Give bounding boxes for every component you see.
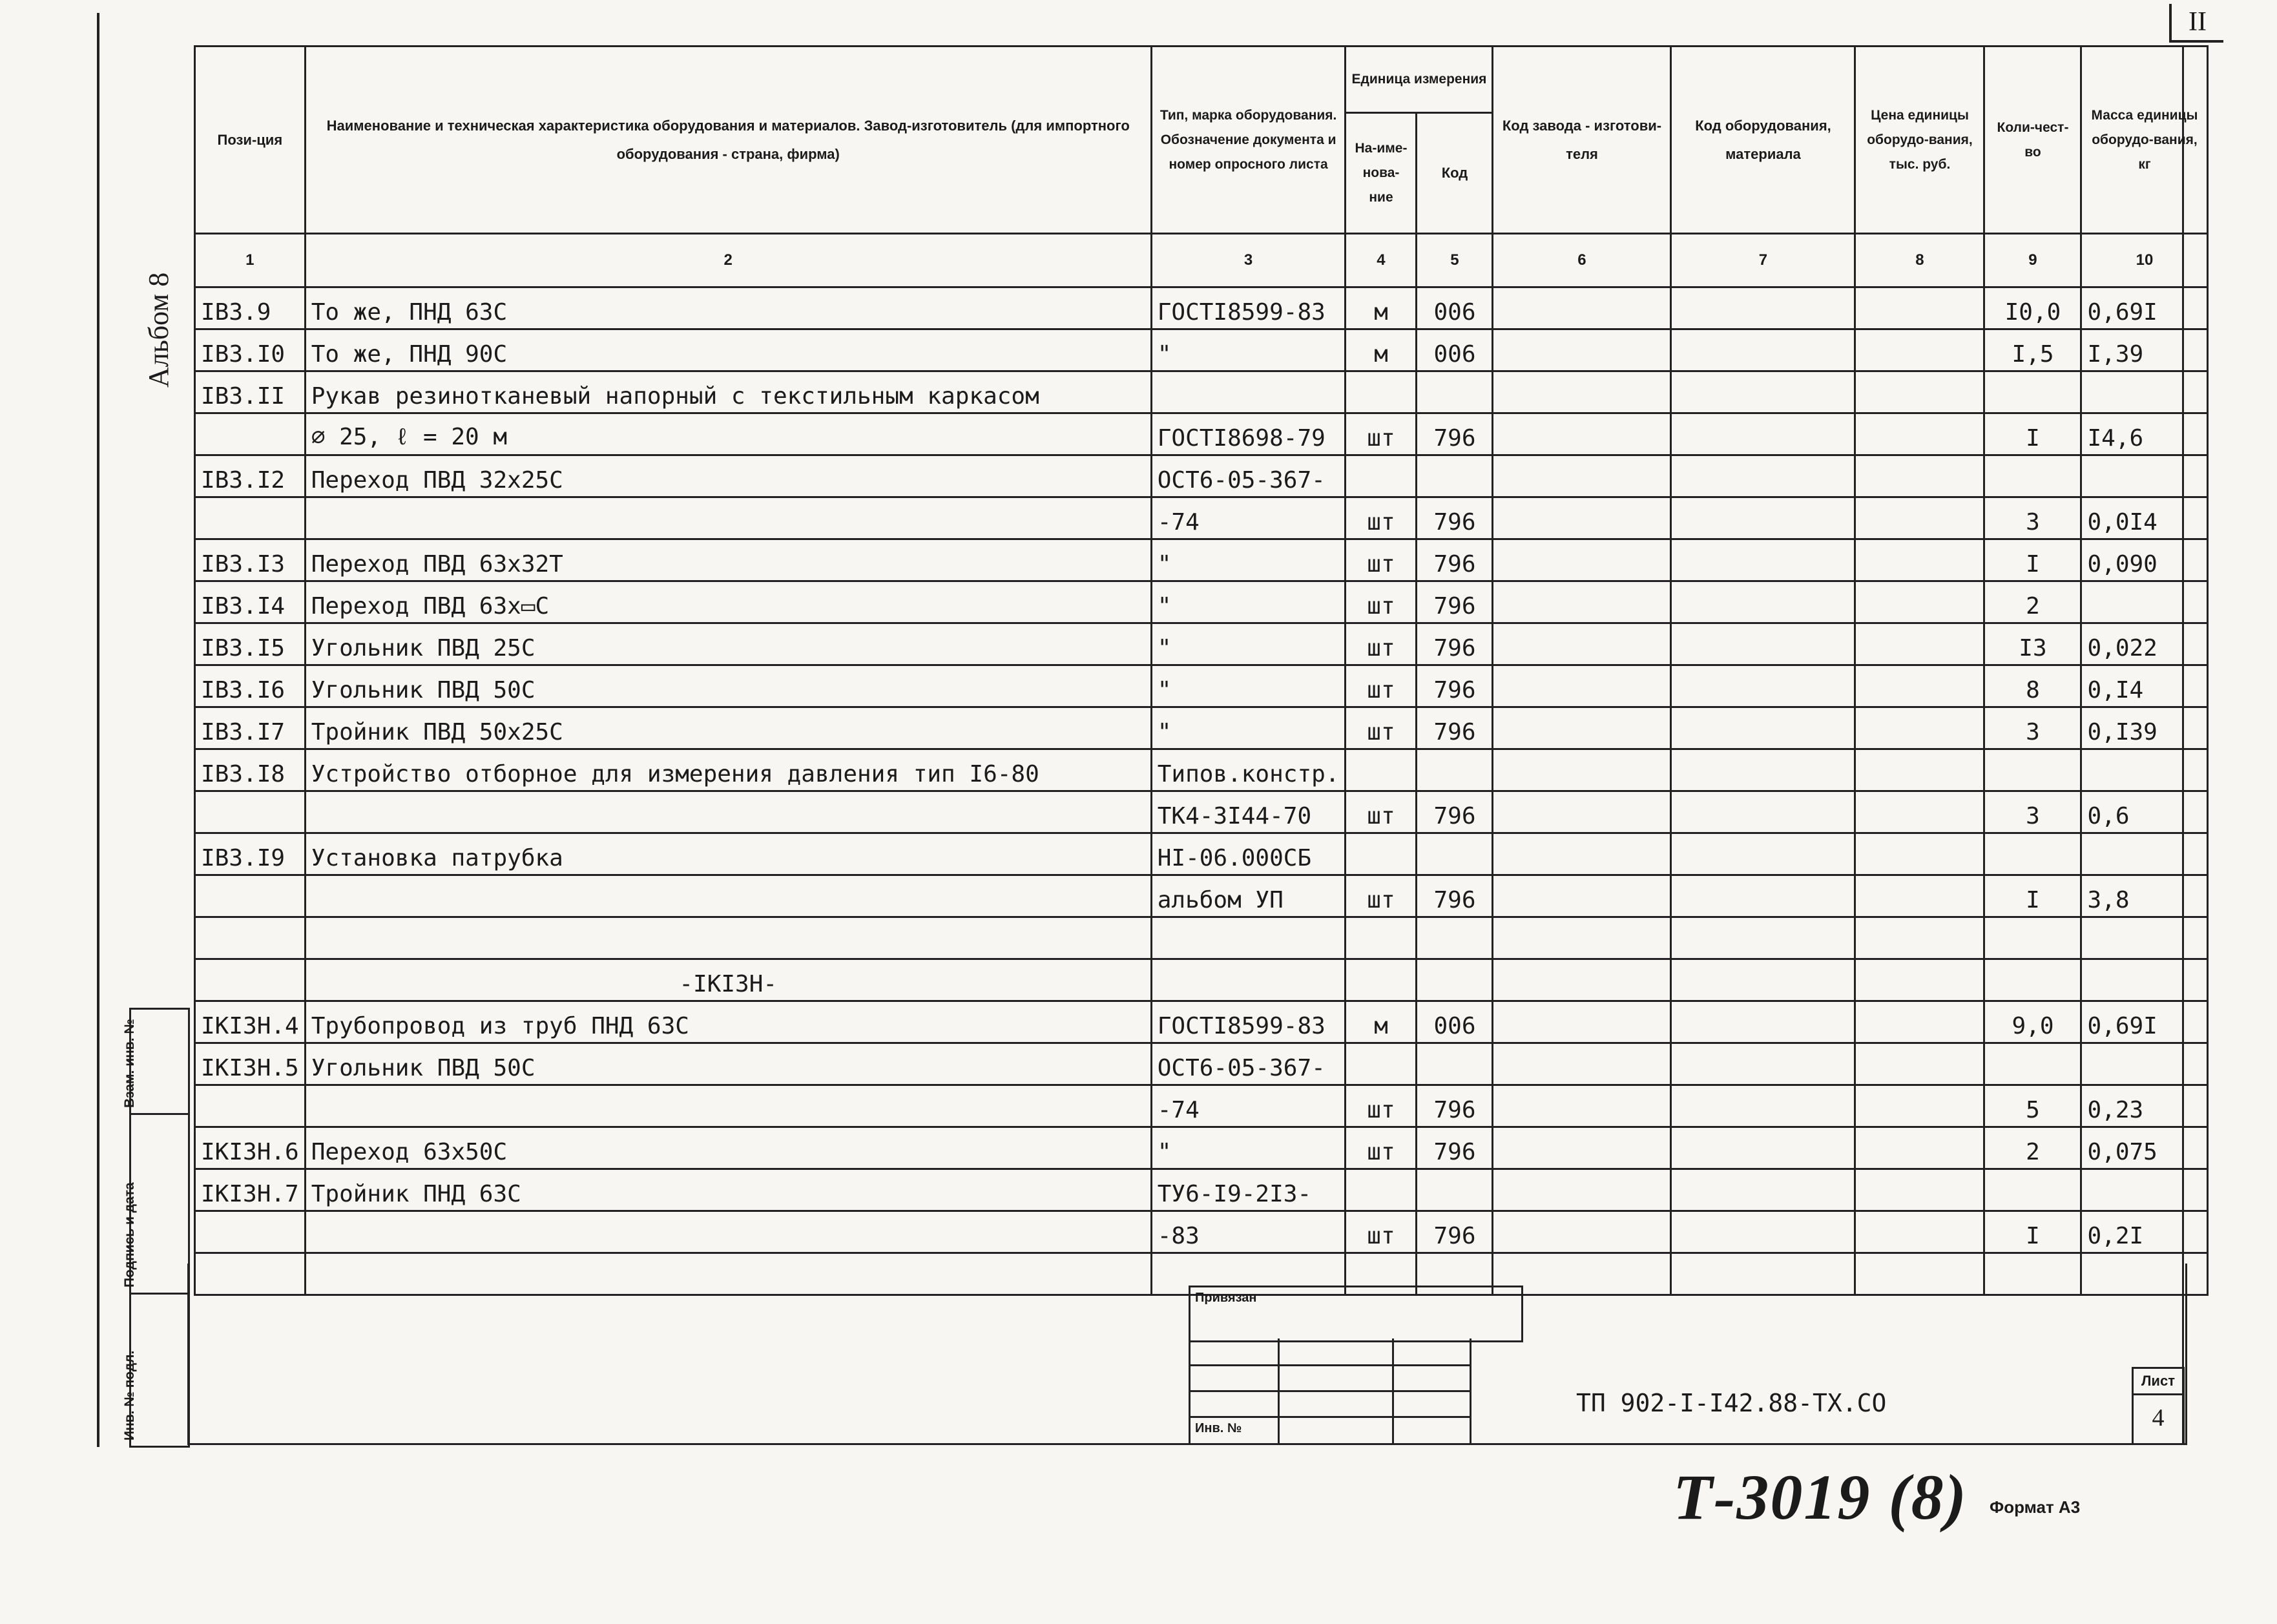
table-row bbox=[195, 1043, 2208, 1085]
table-row bbox=[195, 581, 2208, 623]
row-mass: 0,022 bbox=[2081, 623, 2208, 665]
table-row bbox=[195, 665, 2208, 707]
row-document: альбом УП bbox=[1151, 875, 1346, 917]
album-label: Альбом 8 bbox=[143, 272, 174, 388]
row-document: " bbox=[1151, 707, 1346, 749]
row-price bbox=[1855, 749, 1984, 791]
table-row bbox=[195, 749, 2208, 791]
row-equipment-code bbox=[1671, 1085, 1855, 1127]
row-unit: шт bbox=[1346, 1127, 1417, 1169]
table-row bbox=[195, 287, 2208, 329]
table-row bbox=[195, 1127, 2208, 1169]
row-position bbox=[195, 875, 306, 917]
table-row bbox=[195, 1085, 2208, 1127]
row-equipment-code bbox=[1671, 539, 1855, 581]
row-unit-code: 796 bbox=[1417, 1127, 1493, 1169]
sheet-number: II bbox=[2169, 4, 2223, 43]
row-equipment-code bbox=[1671, 623, 1855, 665]
column-number: 8 bbox=[1855, 234, 1984, 287]
row-quantity bbox=[1984, 749, 2081, 791]
row-unit: шт bbox=[1346, 497, 1417, 539]
table-row bbox=[195, 833, 2208, 875]
row-name bbox=[305, 791, 1151, 833]
row-equipment-code bbox=[1671, 329, 1855, 371]
header-quantity: Коли-чест-во bbox=[1984, 47, 2081, 234]
stamp-inv: Инв. № подл. bbox=[122, 1350, 137, 1441]
row-unit-code bbox=[1417, 455, 1493, 497]
row-document: ТК4-3I44-70 bbox=[1151, 791, 1346, 833]
sheet-value: 4 bbox=[2152, 1404, 2165, 1431]
table-row bbox=[195, 371, 2208, 413]
row-equipment-code bbox=[1671, 665, 1855, 707]
row-position: IKI3H.5 bbox=[195, 1043, 306, 1085]
row-price bbox=[1855, 833, 1984, 875]
row-name: -IKI3H- bbox=[305, 959, 1151, 1001]
row-unit: шт bbox=[1346, 413, 1417, 455]
row-unit: шт bbox=[1346, 875, 1417, 917]
row-mass: 0,090 bbox=[2081, 539, 2208, 581]
row-price bbox=[1855, 371, 1984, 413]
table-row bbox=[195, 917, 2208, 959]
row-factory-code bbox=[1493, 665, 1671, 707]
row-unit-code bbox=[1417, 1043, 1493, 1085]
row-factory-code bbox=[1493, 1211, 1671, 1253]
row-equipment-code bbox=[1671, 287, 1855, 329]
table-row bbox=[195, 455, 2208, 497]
header-position: Пози-ция bbox=[195, 47, 306, 234]
row-position bbox=[195, 959, 306, 1001]
row-unit bbox=[1346, 959, 1417, 1001]
row-document: Типов.констр. bbox=[1151, 749, 1346, 791]
row-unit bbox=[1346, 1043, 1417, 1085]
row-name bbox=[305, 497, 1151, 539]
row-price bbox=[1855, 413, 1984, 455]
row-mass bbox=[2081, 371, 2208, 413]
row-factory-code bbox=[1493, 791, 1671, 833]
row-position: IB3.I9 bbox=[195, 833, 306, 875]
row-name: Угольник ПВД 50С bbox=[305, 1043, 1151, 1085]
row-mass: 0,0I4 bbox=[2081, 497, 2208, 539]
row-mass: 0,I39 bbox=[2081, 707, 2208, 749]
format-label: Формат А3 bbox=[1990, 1497, 2081, 1517]
row-price bbox=[1855, 1211, 1984, 1253]
column-number: 6 bbox=[1493, 234, 1671, 287]
row-position: IB3.9 bbox=[195, 287, 306, 329]
row-equipment-code bbox=[1671, 959, 1855, 1001]
row-name: Тройник ПНД 63С bbox=[305, 1169, 1151, 1211]
row-mass: 0,2I bbox=[2081, 1211, 2208, 1253]
row-unit-code bbox=[1417, 833, 1493, 875]
row-equipment-code bbox=[1671, 413, 1855, 455]
row-mass: 0,6 bbox=[2081, 791, 2208, 833]
specification-table bbox=[194, 45, 2209, 1296]
row-mass: 0,69I bbox=[2081, 1001, 2208, 1043]
row-price bbox=[1855, 287, 1984, 329]
row-unit-code: 796 bbox=[1417, 875, 1493, 917]
row-unit-code: 006 bbox=[1417, 1001, 1493, 1043]
row-price bbox=[1855, 1043, 1984, 1085]
row-position: IB3.I4 bbox=[195, 581, 306, 623]
row-unit bbox=[1346, 1169, 1417, 1211]
table-row bbox=[195, 623, 2208, 665]
row-name: Установка патрубка bbox=[305, 833, 1151, 875]
row-name: Угольник ПВД 25С bbox=[305, 623, 1151, 665]
column-number: 4 bbox=[1346, 234, 1417, 287]
row-price bbox=[1855, 329, 1984, 371]
header-type: Тип, марка оборудования. Обозначение документа и номер опросного листа bbox=[1151, 47, 1346, 234]
row-unit-code: 796 bbox=[1417, 497, 1493, 539]
row-document: ГОСТI8698-79 bbox=[1151, 413, 1346, 455]
row-name: То же, ПНД 90С bbox=[305, 329, 1151, 371]
row-price bbox=[1855, 581, 1984, 623]
row-name: Устройство отборное для измерения давления тип I6-80 bbox=[305, 749, 1151, 791]
row-position bbox=[195, 791, 306, 833]
row-unit-code: 796 bbox=[1417, 413, 1493, 455]
table-row bbox=[195, 1211, 2208, 1253]
row-unit: шт bbox=[1346, 1211, 1417, 1253]
row-unit-code bbox=[1417, 917, 1493, 959]
row-equipment-code bbox=[1671, 875, 1855, 917]
row-unit-code: 796 bbox=[1417, 581, 1493, 623]
header-factory-code: Код завода - изготови-теля bbox=[1493, 47, 1671, 234]
sheet-box bbox=[2132, 1367, 2185, 1445]
row-unit-code bbox=[1417, 749, 1493, 791]
row-mass bbox=[2081, 581, 2208, 623]
row-unit bbox=[1346, 917, 1417, 959]
row-name: Рукав резинотканевый напорный с текстильным каркасом bbox=[305, 371, 1151, 413]
row-quantity bbox=[1984, 1043, 2081, 1085]
row-factory-code bbox=[1493, 1127, 1671, 1169]
row-name: Переход 63х50С bbox=[305, 1127, 1151, 1169]
column-number: 2 bbox=[305, 234, 1151, 287]
table-row bbox=[195, 539, 2208, 581]
row-document: ТУ6-I9-2I3- bbox=[1151, 1169, 1346, 1211]
row-equipment-code bbox=[1671, 791, 1855, 833]
row-document: " bbox=[1151, 581, 1346, 623]
row-document: " bbox=[1151, 665, 1346, 707]
row-name: Переход ПВД 63х▭С bbox=[305, 581, 1151, 623]
row-factory-code bbox=[1493, 959, 1671, 1001]
row-mass bbox=[2081, 455, 2208, 497]
row-price bbox=[1855, 1169, 1984, 1211]
row-unit bbox=[1346, 371, 1417, 413]
row-quantity: I bbox=[1984, 413, 2081, 455]
header-unit-name: На-име-нова-ние bbox=[1346, 113, 1417, 234]
row-price bbox=[1855, 623, 1984, 665]
row-price bbox=[1855, 1001, 1984, 1043]
row-equipment-code bbox=[1671, 455, 1855, 497]
row-unit: шт bbox=[1346, 539, 1417, 581]
row-factory-code bbox=[1493, 413, 1671, 455]
row-name: ∅ 25, ℓ = 20 м bbox=[305, 413, 1151, 455]
column-number: 10 bbox=[2081, 234, 2208, 287]
row-quantity bbox=[1984, 371, 2081, 413]
row-position: IKI3H.4 bbox=[195, 1001, 306, 1043]
table-row bbox=[195, 329, 2208, 371]
row-quantity: 9,0 bbox=[1984, 1001, 2081, 1043]
row-factory-code bbox=[1493, 371, 1671, 413]
row-factory-code bbox=[1493, 875, 1671, 917]
row-position: IB3.II bbox=[195, 371, 306, 413]
row-unit-code: 796 bbox=[1417, 539, 1493, 581]
row-document: НI-06.000СБ bbox=[1151, 833, 1346, 875]
stamp-vzam: Взам. инв. № bbox=[122, 1019, 137, 1108]
row-equipment-code bbox=[1671, 497, 1855, 539]
row-unit: шт bbox=[1346, 791, 1417, 833]
row-mass bbox=[2081, 749, 2208, 791]
row-price bbox=[1855, 791, 1984, 833]
row-price bbox=[1855, 707, 1984, 749]
row-quantity bbox=[1984, 1169, 2081, 1211]
left-binding-line bbox=[97, 13, 99, 1447]
row-unit-code: 006 bbox=[1417, 287, 1493, 329]
row-quantity bbox=[1984, 833, 2081, 875]
table-row bbox=[195, 1001, 2208, 1043]
row-quantity bbox=[1984, 959, 2081, 1001]
row-equipment-code bbox=[1671, 371, 1855, 413]
row-position bbox=[195, 917, 306, 959]
row-name: То же, ПНД 63С bbox=[305, 287, 1151, 329]
row-unit-code: 796 bbox=[1417, 1211, 1493, 1253]
row-document: ГОСТI8599-83 bbox=[1151, 287, 1346, 329]
row-factory-code bbox=[1493, 917, 1671, 959]
privyazan-label: Привязан bbox=[1195, 1291, 1257, 1305]
row-name bbox=[305, 1211, 1151, 1253]
row-price bbox=[1855, 959, 1984, 1001]
row-price bbox=[1855, 1085, 1984, 1127]
row-quantity: 2 bbox=[1984, 581, 2081, 623]
table-row bbox=[195, 1169, 2208, 1211]
row-quantity: I3 bbox=[1984, 623, 2081, 665]
row-position: IB3.I5 bbox=[195, 623, 306, 665]
row-document bbox=[1151, 917, 1346, 959]
row-position bbox=[195, 497, 306, 539]
row-mass: 0,69I bbox=[2081, 287, 2208, 329]
row-unit-code: 006 bbox=[1417, 329, 1493, 371]
row-position: IB3.I7 bbox=[195, 707, 306, 749]
row-mass: 3,8 bbox=[2081, 875, 2208, 917]
row-quantity: I bbox=[1984, 539, 2081, 581]
column-number: 5 bbox=[1417, 234, 1493, 287]
document-code: ТП 902-I-I42.88-ТХ.СО bbox=[1576, 1389, 1887, 1417]
row-factory-code bbox=[1493, 581, 1671, 623]
row-unit-code bbox=[1417, 1169, 1493, 1211]
row-quantity: I0,0 bbox=[1984, 287, 2081, 329]
row-name bbox=[305, 1085, 1151, 1127]
row-unit-code: 796 bbox=[1417, 623, 1493, 665]
row-factory-code bbox=[1493, 623, 1671, 665]
row-unit bbox=[1346, 833, 1417, 875]
row-unit: шт bbox=[1346, 1085, 1417, 1127]
row-equipment-code bbox=[1671, 1043, 1855, 1085]
row-position: IB3.I6 bbox=[195, 665, 306, 707]
stamp-podpis: Подпись и дата bbox=[122, 1182, 137, 1287]
row-equipment-code bbox=[1671, 707, 1855, 749]
row-unit-code: 796 bbox=[1417, 707, 1493, 749]
row-price bbox=[1855, 497, 1984, 539]
row-quantity: I bbox=[1984, 875, 2081, 917]
row-position bbox=[195, 413, 306, 455]
row-price bbox=[1855, 455, 1984, 497]
row-unit-code: 796 bbox=[1417, 791, 1493, 833]
row-document bbox=[1151, 959, 1346, 1001]
row-document: " bbox=[1151, 539, 1346, 581]
row-position bbox=[195, 1211, 306, 1253]
row-factory-code bbox=[1493, 1043, 1671, 1085]
row-document: -74 bbox=[1151, 497, 1346, 539]
row-mass bbox=[2081, 959, 2208, 1001]
header-equipment-code: Код оборудования, материала bbox=[1671, 47, 1855, 234]
row-factory-code bbox=[1493, 1085, 1671, 1127]
row-mass bbox=[2081, 1169, 2208, 1211]
table-row bbox=[195, 875, 2208, 917]
row-equipment-code bbox=[1671, 1211, 1855, 1253]
row-price bbox=[1855, 917, 1984, 959]
row-factory-code bbox=[1493, 1169, 1671, 1211]
row-unit-code bbox=[1417, 371, 1493, 413]
row-price bbox=[1855, 539, 1984, 581]
inv-no-label: Инв. № bbox=[1195, 1421, 1242, 1435]
row-name: Угольник ПВД 50С bbox=[305, 665, 1151, 707]
row-name: Переход ПВД 63х32Т bbox=[305, 539, 1151, 581]
header-unit-code: Код bbox=[1417, 113, 1493, 234]
row-document bbox=[1151, 371, 1346, 413]
row-position: IB3.I8 bbox=[195, 749, 306, 791]
row-price bbox=[1855, 665, 1984, 707]
row-mass bbox=[2081, 917, 2208, 959]
row-quantity: 3 bbox=[1984, 791, 2081, 833]
row-document: -83 bbox=[1151, 1211, 1346, 1253]
table-row bbox=[195, 497, 2208, 539]
row-unit: м bbox=[1346, 287, 1417, 329]
row-equipment-code bbox=[1671, 917, 1855, 959]
row-factory-code bbox=[1493, 287, 1671, 329]
row-position: IKI3H.7 bbox=[195, 1169, 306, 1211]
table-row bbox=[195, 707, 2208, 749]
row-unit: шт bbox=[1346, 623, 1417, 665]
row-document: " bbox=[1151, 1127, 1346, 1169]
row-quantity: 3 bbox=[1984, 497, 2081, 539]
row-mass: 0,23 bbox=[2081, 1085, 2208, 1127]
row-factory-code bbox=[1493, 539, 1671, 581]
row-quantity: I bbox=[1984, 1211, 2081, 1253]
row-equipment-code bbox=[1671, 1127, 1855, 1169]
title-block bbox=[187, 1264, 2187, 1445]
row-quantity: 5 bbox=[1984, 1085, 2081, 1127]
row-equipment-code bbox=[1671, 833, 1855, 875]
side-stamp bbox=[122, 1008, 190, 1448]
column-number: 3 bbox=[1151, 234, 1346, 287]
row-mass: I,39 bbox=[2081, 329, 2208, 371]
sheet-label: Лист bbox=[2134, 1369, 2183, 1395]
table-row bbox=[195, 959, 2208, 1001]
row-mass: I4,6 bbox=[2081, 413, 2208, 455]
row-position: IB3.I0 bbox=[195, 329, 306, 371]
row-name bbox=[305, 917, 1151, 959]
row-quantity bbox=[1984, 917, 2081, 959]
row-unit bbox=[1346, 455, 1417, 497]
header-name: Наименование и техническая характеристика оборудования и материалов. Завод-изготовитель (для импортного оборудования - страна, фирма) bbox=[305, 47, 1151, 234]
header-unit-group: Единица измерения bbox=[1346, 47, 1493, 113]
table-row bbox=[195, 791, 2208, 833]
row-unit: шт bbox=[1346, 581, 1417, 623]
row-name: Трубопровод из труб ПНД 63С bbox=[305, 1001, 1151, 1043]
row-equipment-code bbox=[1671, 1001, 1855, 1043]
row-position: IB3.I2 bbox=[195, 455, 306, 497]
row-unit: шт bbox=[1346, 665, 1417, 707]
row-factory-code bbox=[1493, 497, 1671, 539]
row-mass bbox=[2081, 1043, 2208, 1085]
row-equipment-code bbox=[1671, 581, 1855, 623]
archive-number: Т-3019 (8) bbox=[1673, 1461, 1968, 1533]
row-document: -74 bbox=[1151, 1085, 1346, 1127]
row-equipment-code bbox=[1671, 1169, 1855, 1211]
privyazan-block bbox=[1189, 1286, 1523, 1443]
row-unit: м bbox=[1346, 329, 1417, 371]
header-mass: Масса единицы оборудо-вания, кг bbox=[2081, 47, 2208, 234]
row-document: ГОСТI8599-83 bbox=[1151, 1001, 1346, 1043]
row-quantity: 8 bbox=[1984, 665, 2081, 707]
row-factory-code bbox=[1493, 707, 1671, 749]
column-number: 9 bbox=[1984, 234, 2081, 287]
row-name bbox=[305, 875, 1151, 917]
row-quantity bbox=[1984, 455, 2081, 497]
row-quantity: 3 bbox=[1984, 707, 2081, 749]
row-factory-code bbox=[1493, 455, 1671, 497]
row-price bbox=[1855, 1127, 1984, 1169]
row-factory-code bbox=[1493, 329, 1671, 371]
row-quantity: 2 bbox=[1984, 1127, 2081, 1169]
row-name: Переход ПВД 32х25С bbox=[305, 455, 1151, 497]
row-unit-code bbox=[1417, 959, 1493, 1001]
row-factory-code bbox=[1493, 749, 1671, 791]
row-position bbox=[195, 1085, 306, 1127]
row-name: Тройник ПВД 50х25С bbox=[305, 707, 1151, 749]
column-number: 1 bbox=[195, 234, 306, 287]
row-equipment-code bbox=[1671, 749, 1855, 791]
row-position: IKI3H.6 bbox=[195, 1127, 306, 1169]
row-document: " bbox=[1151, 623, 1346, 665]
row-factory-code bbox=[1493, 833, 1671, 875]
row-unit-code: 796 bbox=[1417, 665, 1493, 707]
row-document: ОСТ6-05-367- bbox=[1151, 455, 1346, 497]
row-price bbox=[1855, 875, 1984, 917]
row-position: IB3.I3 bbox=[195, 539, 306, 581]
row-mass: 0,I4 bbox=[2081, 665, 2208, 707]
row-unit-code: 796 bbox=[1417, 1085, 1493, 1127]
row-factory-code bbox=[1493, 1001, 1671, 1043]
row-mass: 0,075 bbox=[2081, 1127, 2208, 1169]
table-row bbox=[195, 413, 2208, 455]
row-unit: шт bbox=[1346, 707, 1417, 749]
header-price: Цена единицы оборудо-вания, тыс. руб. bbox=[1855, 47, 1984, 234]
row-document: " bbox=[1151, 329, 1346, 371]
row-mass bbox=[2081, 833, 2208, 875]
row-quantity: I,5 bbox=[1984, 329, 2081, 371]
column-number: 7 bbox=[1671, 234, 1855, 287]
row-document: ОСТ6-05-367- bbox=[1151, 1043, 1346, 1085]
row-unit bbox=[1346, 749, 1417, 791]
row-unit: м bbox=[1346, 1001, 1417, 1043]
